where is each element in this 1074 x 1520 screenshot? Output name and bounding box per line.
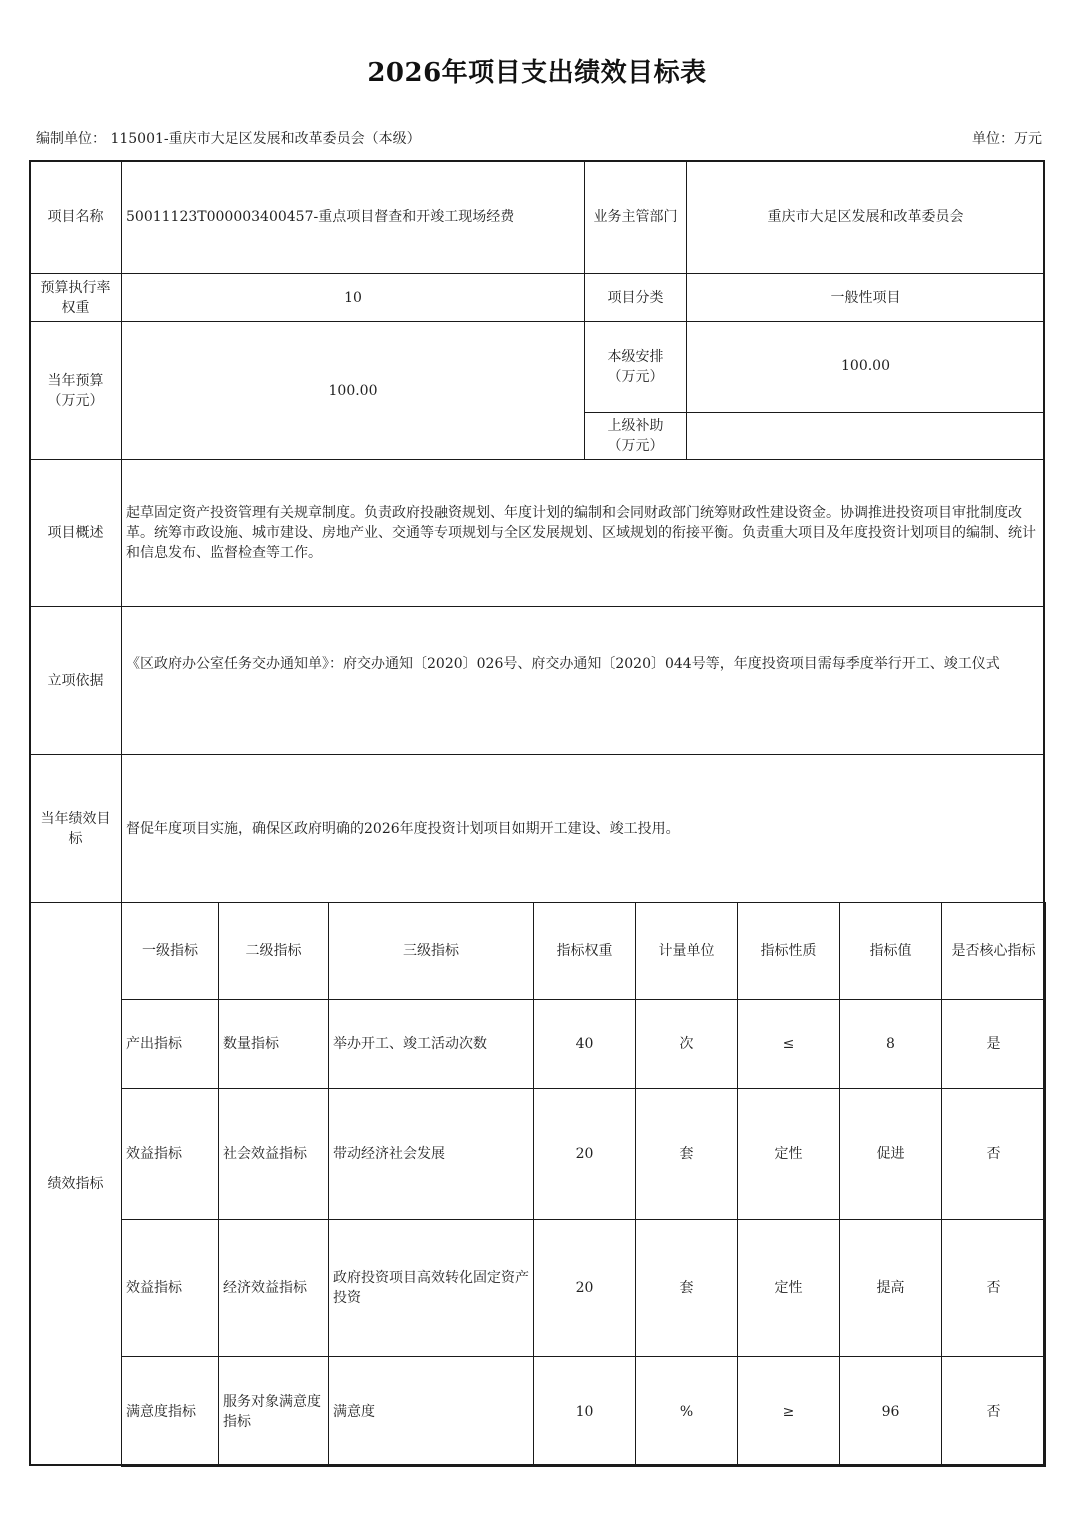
goal-label: 当年绩效目标	[29, 754, 122, 903]
basis-label: 立项依据	[29, 606, 122, 755]
indicator-header-value: 指标值	[839, 902, 942, 1000]
compiler-value: 115001-重庆市大足区发展和改革委员会（本级）	[110, 131, 421, 147]
project-name-label: 项目名称	[29, 160, 122, 274]
indicator-cell-nature: 定性	[737, 1088, 840, 1220]
indicator-header-unit: 计量单位	[635, 902, 738, 1000]
budget-label: 当年预算（万元）	[29, 321, 122, 460]
indicator-cell-unit: %	[635, 1356, 738, 1467]
indicator-cell-unit: 次	[635, 999, 738, 1089]
indicator-cell-level3: 政府投资项目高效转化固定资产投资	[328, 1219, 534, 1357]
indicator-cell-level3: 举办开工、竣工活动次数	[328, 999, 534, 1089]
local-arrangement-label: 本级安排（万元）	[584, 321, 687, 413]
indicator-cell-nature: ≤	[737, 999, 840, 1089]
dept-label: 业务主管部门	[584, 160, 687, 274]
indicator-cell-level1: 效益指标	[121, 1088, 219, 1220]
indicator-cell-nature: 定性	[737, 1219, 840, 1357]
indicators-section-label: 绩效指标	[29, 902, 122, 1466]
indicator-cell-value: 96	[839, 1356, 942, 1467]
dept-value: 重庆市大足区发展和改革委员会	[686, 160, 1045, 274]
indicator-cell-level3: 满意度	[328, 1356, 534, 1467]
indicator-cell-value: 促进	[839, 1088, 942, 1220]
local-arrangement-value: 100.00	[686, 321, 1045, 413]
indicator-header-weight: 指标权重	[533, 902, 636, 1000]
overview-value: 起草固定资产投资管理有关规章制度。负责政府投融资规划、年度计划的编制和会同财政部门统筹财政性建设资金。协调推进投资项目审批制度改革。统筹市政设施、城市建设、房地产业、交通等专项规划与全区发展规划、区域规划的衔接平衡。负责重大项目及年度投资计划项目的编制、统计和信息发布、监督检查等工作。	[121, 459, 1045, 607]
indicator-cell-level1: 产出指标	[121, 999, 219, 1089]
indicator-cell-weight: 10	[533, 1356, 636, 1467]
category-label: 项目分类	[584, 273, 687, 322]
indicator-cell-level2: 服务对象满意度指标	[218, 1356, 329, 1467]
indicator-cell-weight: 20	[533, 1088, 636, 1220]
indicator-header-nature: 指标性质	[737, 902, 840, 1000]
indicator-header-level2: 二级指标	[218, 902, 329, 1000]
currency-unit: 单位：万元	[972, 131, 1042, 147]
basis-value: 《区政府办公室任务交办通知单》：府交办通知〔2020〕026号、府交办通知〔2020〕044号等，年度投资项目需每季度举行开工、竣工仪式	[121, 606, 1045, 755]
page-title: 2026年项目支出绩效目标表	[367, 58, 707, 88]
indicator-cell-level2: 数量指标	[218, 999, 329, 1089]
indicator-cell-value: 提高	[839, 1219, 942, 1357]
indicator-cell-unit: 套	[635, 1219, 738, 1357]
goal-value: 督促年度项目实施，确保区政府明确的2026年度投资计划项目如期开工建设、竣工投用。	[121, 754, 1045, 903]
compiler-unit	[36, 128, 421, 148]
indicator-cell-unit: 套	[635, 1088, 738, 1220]
exec-weight-value: 10	[121, 273, 585, 322]
upper-subsidy-value	[686, 412, 1045, 460]
project-name-value: 50011123T000003400457-重点项目督查和开竣工现场经费	[121, 160, 585, 274]
indicator-cell-weight: 20	[533, 1219, 636, 1357]
indicator-cell-level1: 效益指标	[121, 1219, 219, 1357]
indicator-cell-level1: 满意度指标	[121, 1356, 219, 1467]
indicator-cell-level3: 带动经济社会发展	[328, 1088, 534, 1220]
compiler-label: 编制单位：	[36, 131, 106, 147]
indicator-cell-level2: 社会效益指标	[218, 1088, 329, 1220]
indicator-cell-core: 是	[941, 999, 1046, 1089]
indicator-cell-nature: ≥	[737, 1356, 840, 1467]
budget-value: 100.00	[121, 321, 585, 460]
indicator-header-core: 是否核心指标	[941, 902, 1046, 1000]
indicator-header-level1: 一级指标	[121, 902, 219, 1000]
exec-weight-label: 预算执行率权重	[29, 273, 122, 322]
indicator-cell-core: 否	[941, 1356, 1046, 1467]
indicator-cell-level2: 经济效益指标	[218, 1219, 329, 1357]
upper-subsidy-label: 上级补助（万元）	[584, 412, 687, 460]
indicator-cell-core: 否	[941, 1219, 1046, 1357]
category-value: 一般性项目	[686, 273, 1045, 322]
indicator-cell-core: 否	[941, 1088, 1046, 1220]
indicator-header-level3: 三级指标	[328, 902, 534, 1000]
indicator-cell-weight: 40	[533, 999, 636, 1089]
indicator-cell-value: 8	[839, 999, 942, 1089]
overview-label: 项目概述	[29, 459, 122, 607]
